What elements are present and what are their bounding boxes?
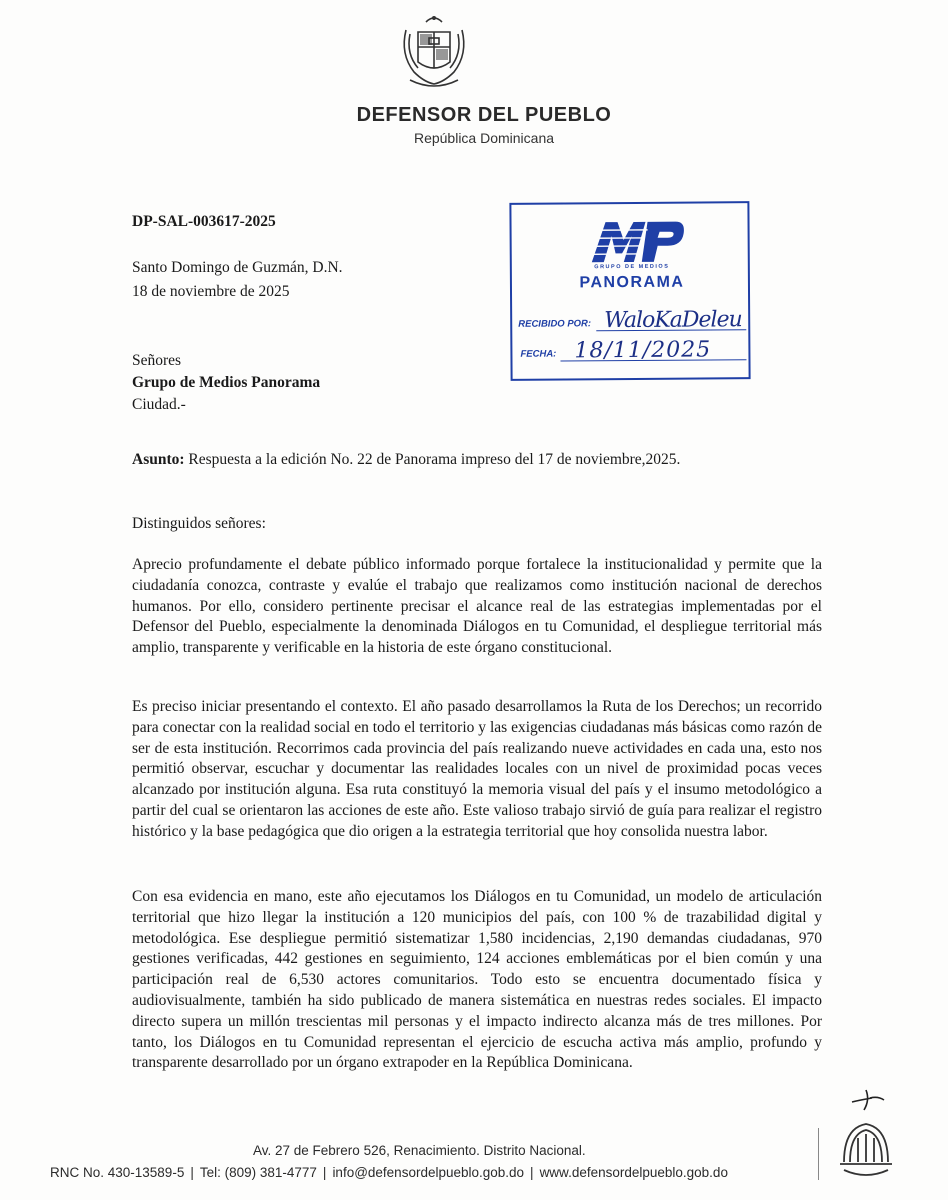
coat-of-arms-icon xyxy=(396,10,472,94)
defensor-emblem-icon xyxy=(836,1118,896,1182)
subject-label: Asunto: xyxy=(132,451,185,468)
footer-contact-line xyxy=(50,1165,728,1180)
footer-rnc: RNC No. 430-13589-5 xyxy=(50,1165,185,1180)
recipient-city: Ciudad.- xyxy=(132,396,186,413)
recipient-name: Grupo de Medios Panorama xyxy=(132,374,321,391)
stamp-received-signature: WaloKaDeleu xyxy=(604,307,742,334)
greeting: Distinguidos señores: xyxy=(132,515,266,532)
stamp-date-value: 18/11/2025 xyxy=(574,337,712,364)
footer-separator: | xyxy=(190,1165,194,1180)
footer-email: info@defensordelpueblo.gob.do xyxy=(332,1165,525,1180)
footer-website: www.defensordelpueblo.gob.do xyxy=(539,1165,728,1180)
body-paragraph: Aprecio profundamente el debate público informado porque fortalece la institucionalidad y permite que la ciudadanía conozca, contraste y evalúe el trabajo que realizamos como institución nacional de derechos humanos. Por ello, considero pertinente precisar el alcance real de las estrategias implementadas por el Defensor del Pueblo, especialmente la denominada Diálogos en tu Comunidad, el despliegue territorial más amplio, transparente y verificable en la historia de este órgano constitucional. xyxy=(132,556,822,657)
received-stamp xyxy=(509,201,750,381)
stamp-brand: PANORAMA xyxy=(579,273,685,292)
stamp-date-label: FECHA: xyxy=(520,348,557,360)
footer-divider xyxy=(818,1128,819,1180)
letter-date: 18 de noviembre de 2025 xyxy=(132,283,290,300)
organization-title: DEFENSOR DEL PUEBLO xyxy=(356,104,612,126)
handwritten-initial-icon xyxy=(850,1086,890,1112)
recipient-salutation: Señores xyxy=(132,352,182,369)
footer-phone: Tel: (809) 381-4777 xyxy=(199,1165,317,1180)
panorama-logo-icon xyxy=(587,218,687,265)
reference-number: DP-SAL-003617-2025 xyxy=(132,213,276,230)
body-paragraph: Es preciso iniciar presentando el contexto. El año pasado desarrollamos la Ruta de los Derechos; un recorrido para conectar con la realidad social en todo el territorio y las exigencias ciudadanas más básicas como razón de ser de esta institución. Recorrimos cada provincia del país realizando nueve actividades en cada una, esto nos permitió observar, escuchar y documentar las realidades locales con un nivel de proximidad pocas veces alcanzado por institución alguna. Esa ruta constituyó la memoria visual del país y el insumo metodológico a partir del cual se orientaron las acciones de este año. Este valioso trabajo sirvió de guía para realizar el registro histórico y la base pedagógica que dio origen a la estrategia territorial que hoy consolida nuestra labor. xyxy=(132,698,822,840)
footer-separator: | xyxy=(530,1165,534,1180)
subject-text: Respuesta a la edición No. 22 de Panorama impreso del 17 de noviembre,2025. xyxy=(184,451,681,468)
footer-address: Av. 27 de Febrero 526, Renacimiento. Distrito Nacional. xyxy=(253,1143,586,1158)
organization-subtitle: República Dominicana xyxy=(413,130,555,146)
subject-line xyxy=(132,451,680,469)
stamp-received-label: RECIBIDO POR: xyxy=(518,318,592,330)
footer-separator: | xyxy=(322,1165,327,1180)
body-paragraph: Con esa evidencia en mano, este año ejecutamos los Diálogos en tu Comunidad, un modelo de articulación territorial que hizo llegar la institución a 120 municipios del país, con 100 % de trazabilidad digital y metodológica. Ese despliegue permitió sistematizar 1,580 incidencias, 2,190 demandas ciudadanas, 970 gestiones verificadas, 442 gestiones en seguimiento, 124 acciones emblemáticas por el bien común y una participación real de 6,530 actores comunitarios. Todo esto se encuentra documentado física y audiovisualmente, también ha sido publicado de manera sistemática en nuestras redes sociales. El impacto directo supera un millón trescientas mil personas y el impacto indirecto alcanza más de tres millones. Por tanto, los Diálogos en tu Comunidad representan el ejercicio de escucha activa más amplio, profundo y transparente desarrollado por un órgano extrapoder en la República Dominicana. xyxy=(132,888,822,1072)
stamp-group-text: GRUPO DE MEDIOS xyxy=(594,263,670,271)
letter-place: Santo Domingo de Guzmán, D.N. xyxy=(132,259,343,276)
